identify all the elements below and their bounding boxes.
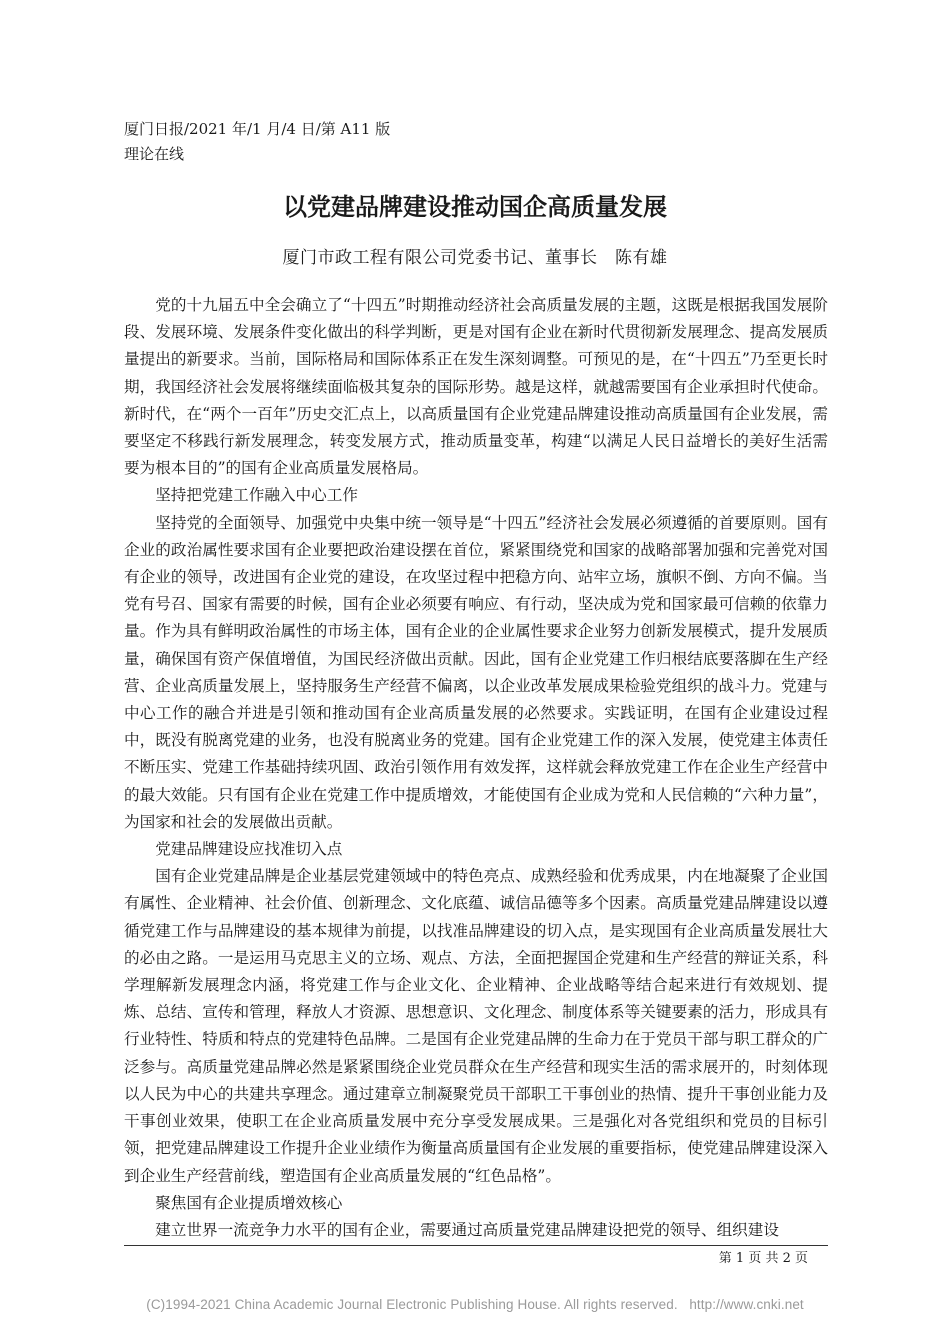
article-byline: 厦门市政工程有限公司党委书记、董事长 陈有雄 [282,248,668,268]
section-heading: 党建品牌建设应找准切入点 [155,840,343,859]
source-line: 厦门日报/2021 年/1 月/4 日/第 A11 版 [124,120,391,138]
paragraph: 坚持党的全面领导、加强党中央集中统一领导是“十四五”经济社会发展必须遵循的首要原则。国有企业的政治属性要求国有企业要把政治建设摆在首位，紧紧围绕党和国家的战略部署加强和完善党对国有企业的领导，改进国有企业党的建设，在攻坚过程中把稳方向、站牢立场，旗帜不倒、方向不偏。当党有号召、国家有需要的时候，国有企业必须要有响应、有行动，坚决成为党和国家最可信赖的依靠力量。作为具有鲜明政治属性的市场主体，国有企业的企业属性要求企业努力创新发展模式，提升发展质量，确保国有资产保值增值，为国民经济做出贡献。因此，国有企业党建工作归根结底要落脚在生产经营、企业高质量发展上，坚持服务生产经营不偏离，以企业改革发展成果检验党组织的战斗力。党建与中心工作的融合并进是引领和推动国有企业高质量发展的必然要求。实践证明，在国有企业建设过程中，既没有脱离党建的业务，也没有脱离业务的党建。国有企业党建工作的深入发展，使党建主体责任不断压实、党建工作基础持续巩固、政治引领作用有效发挥，这样就会释放党建工作在企业生产经营中的最大效能。只有国有企业在党建工作中提质增效，才能使国有企业成为党和人民信赖的“六种力量”，为国家和社会的发展做出贡献。 [124,513,828,831]
section-heading: 聚焦国有企业提质增效核心 [155,1193,343,1212]
watermark-url: http://www.cnki.net [689,1297,804,1312]
column-name: 理论在线 [124,145,185,163]
paragraph: 建立世界一流竞争力水平的国有企业，需要通过高质量党建品牌建设把党的领导、组织建设 [155,1220,779,1239]
watermark-copyright: (C)1994-2021 China Academic Journal Electronic Publishing House. All rights reserved. [146,1297,678,1312]
article-body [124,292,828,1244]
paragraph: 国有企业党建品牌是企业基层党建领域中的特色亮点、成熟经验和优秀成果，内在地凝聚了企业国有属性、企业精神、社会价值、创新理念、文化底蕴、诚信品德等多个因素。高质量党建品牌建设以遵循党建工作与品牌建设的基本规律为前提，以找准品牌建设的切入点，是实现国有企业高质量发展壮大的必由之路。一是运用马克思主义的立场、观点、方法，全面把握国企党建和生产经营的辩证关系，科学理解新发展理念内涵，将党建工作与企业文化、企业精神、企业战略等结合起来进行有效规划、提炼、总结、宣传和管理，释放人才资源、思想意识、文化理念、制度体系等关键要素的活力，形成具有行业特性、特质和特点的党建特色品牌。二是国有企业党建品牌的生命力在于党员干部与职工群众的广泛参与。高质量党建品牌必然是紧紧围绕企业党员群众在生产经营和现实生活的需求展开的，时刻体现以人民为中心的共建共享理念。通过建章立制凝聚党员干部职工干事创业的热情、提升干事创业能力及干事创业效果，使职工在企业高质量发展中充分享受发展成果。三是强化对各党组织和党员的目标引领，把党建品牌建设工作提升企业业绩作为衡量高质量国有企业发展的重要指标，使党建品牌建设深入到企业生产经营前线，塑造国有企业高质量发展的“红色品格”。 [124,867,828,1185]
page-number: 第 1 页 共 2 页 [718,1251,808,1266]
section-heading: 坚持把党建工作融入中心工作 [155,486,358,505]
footer-divider [124,1245,828,1246]
article-meta [124,117,390,167]
copyright-watermark [0,1297,950,1312]
article-title: 以党建品牌建设推动国企高质量发展 [283,192,667,221]
paragraph: 党的十九届五中全会确立了“十四五”时期推动经济社会高质量发展的主题，这既是根据我国发展阶段、发展环境、发展条件变化做出的科学判断，更是对国有企业在新时代贯彻新发展理念、提高发展质量提出的新要求。当前，国际格局和国际体系正在发生深刻调整。可预见的是，在“十四五”乃至更长时期，我国经济社会发展将继续面临极其复杂的国际形势。越是这样，就越需要国有企业承担时代使命。新时代，在“两个一百年”历史交汇点上，以高质量国有企业党建品牌建设推动高质量国有企业发展，需要坚定不移践行新发展理念，转变发展方式，推动质量变革，构建“以满足人民日益增长的美好生活需要为根本目的”的国有企业高质量发展格局。 [124,296,828,478]
